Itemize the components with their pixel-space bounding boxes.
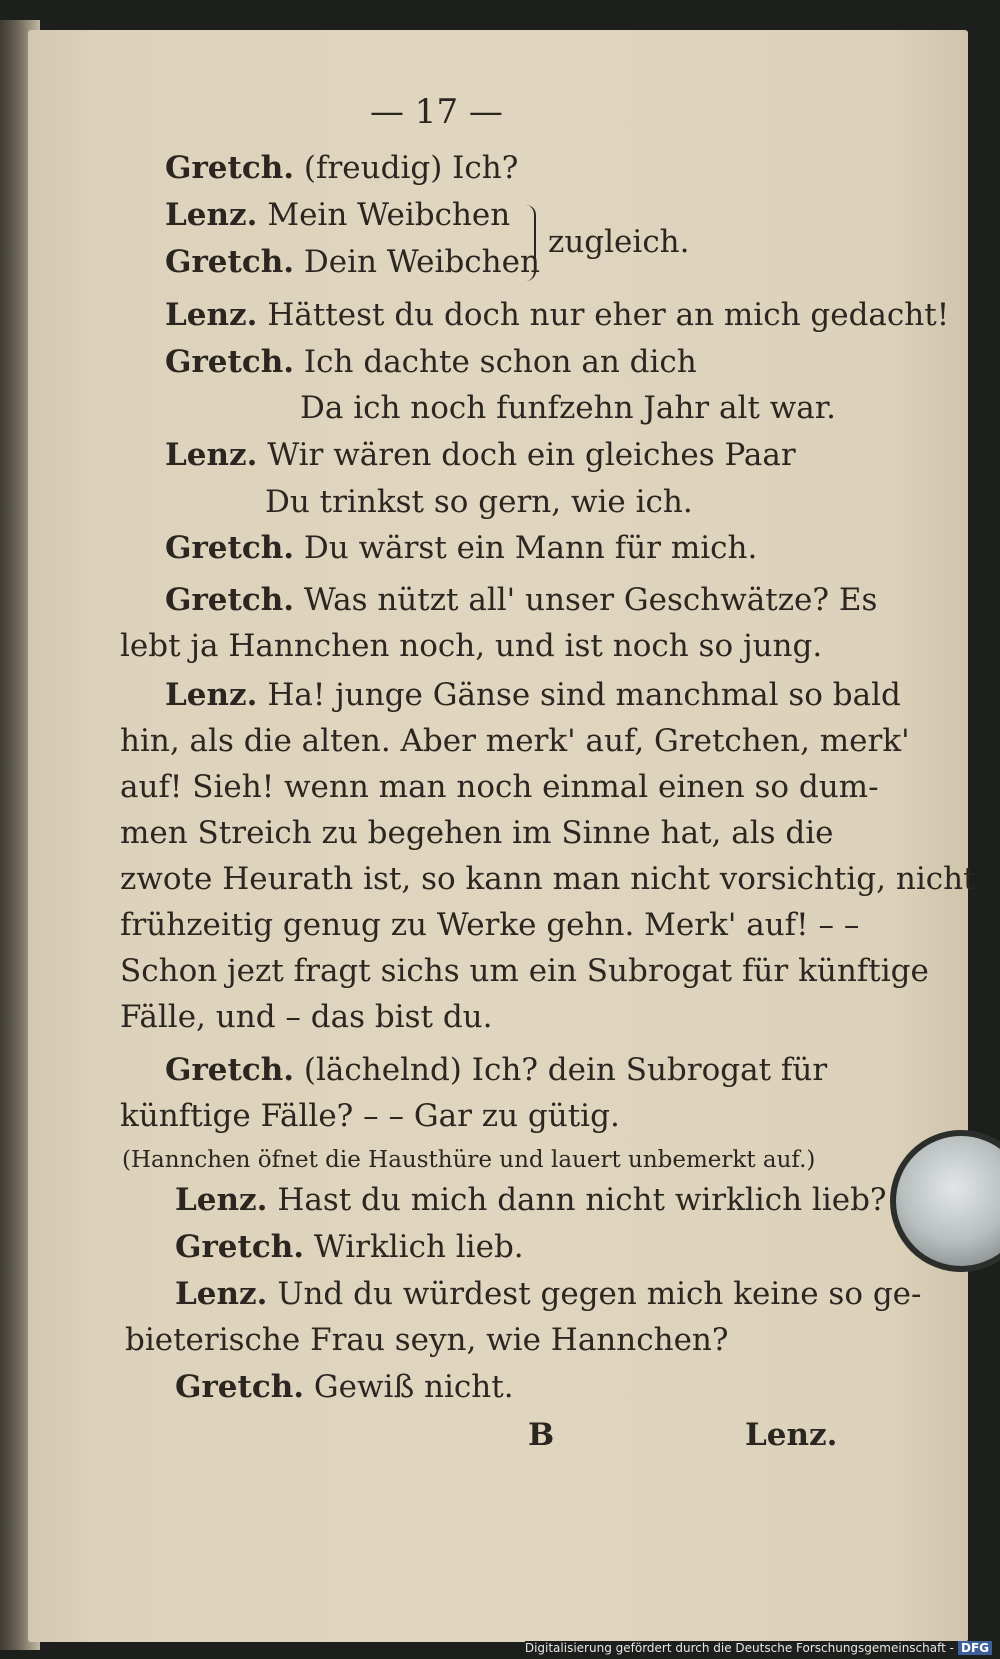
text-line-27 bbox=[175, 1367, 514, 1407]
text-line-8 bbox=[265, 482, 693, 522]
speaker: Lenz. bbox=[165, 677, 258, 713]
text-line-9 bbox=[165, 528, 757, 568]
text-line-2 bbox=[165, 195, 510, 235]
speech: Du trinkst so gern, wie ich. bbox=[265, 484, 693, 520]
speaker: Lenz. bbox=[175, 1182, 268, 1218]
speaker: Lenz. bbox=[175, 1276, 268, 1312]
speech: Da ich noch funfzehn Jahr alt war. bbox=[300, 390, 836, 426]
speech: Gewiß nicht. bbox=[304, 1369, 514, 1405]
speaker: Gretch. bbox=[165, 582, 295, 618]
text-line-18 bbox=[120, 951, 929, 991]
text-line-6 bbox=[300, 388, 836, 428]
text-line-4 bbox=[165, 295, 949, 335]
speaker: Gretch. bbox=[175, 1369, 305, 1405]
speech: Und du würdest gegen mich keine so ge- bbox=[267, 1276, 922, 1312]
signature-mark: B bbox=[528, 1417, 555, 1453]
speech: bieterische Frau seyn, wie Hannchen? bbox=[125, 1322, 729, 1358]
speech: Ha! junge Gänse sind manchmal so bald bbox=[257, 677, 901, 713]
speaker: Gretch. bbox=[175, 1229, 305, 1265]
speech: auf! Sieh! wenn man noch einmal einen so dum- bbox=[120, 769, 879, 805]
text-line-19 bbox=[120, 997, 492, 1037]
page-number: — 17 — bbox=[370, 92, 503, 132]
speech: zwote Heurath ist, so kann man nicht vorsichtig, nicht bbox=[120, 861, 976, 897]
speaker: Gretch. bbox=[165, 150, 295, 186]
text-line-25 bbox=[175, 1274, 922, 1314]
text-line-24 bbox=[175, 1227, 524, 1267]
speech: künftige Fälle? – – Gar zu gütig. bbox=[120, 1098, 620, 1134]
dfg-logo: DFG bbox=[958, 1641, 992, 1655]
speech: Du wärst ein Mann für mich. bbox=[294, 530, 758, 566]
speech: hin, als die alten. Aber merk' auf, Gretchen, merk' bbox=[120, 723, 910, 759]
speaker: Lenz. bbox=[165, 437, 258, 473]
text-line-13 bbox=[120, 721, 910, 761]
speech: Wir wären doch ein gleiches Paar bbox=[257, 437, 796, 473]
text-line-26 bbox=[125, 1320, 729, 1360]
speech: Hättest du doch nur eher an mich gedacht! bbox=[257, 297, 950, 333]
text-line-21 bbox=[120, 1096, 620, 1136]
text-line-16 bbox=[120, 859, 976, 899]
text-line-7 bbox=[165, 435, 796, 475]
text-line-20 bbox=[165, 1050, 827, 1090]
speech: Fälle, und – das bist du. bbox=[120, 999, 493, 1035]
speech: Was nützt all' unser Geschwätze? Es bbox=[294, 582, 878, 618]
speaker: Lenz. bbox=[165, 197, 258, 233]
speech: lebt ja Hannchen noch, und ist noch so jung. bbox=[120, 628, 823, 664]
zugleich-note: zugleich. bbox=[548, 224, 690, 260]
text-line-12 bbox=[165, 675, 901, 715]
speech: frühzeitig genug zu Werke gehn. Merk' auf! – – bbox=[120, 907, 860, 943]
speaker: Lenz. bbox=[165, 297, 258, 333]
speech: Dein Weibchen bbox=[294, 244, 540, 280]
stage-direction bbox=[122, 1140, 815, 1180]
text-line-15 bbox=[120, 813, 834, 853]
speech: (Hannchen öfnet die Hausthüre und lauert unbemerkt auf.) bbox=[122, 1147, 816, 1173]
speech: Hast du mich dann nicht wirklich lieb? bbox=[267, 1182, 887, 1218]
footer-text: Digitalisierung gefördert durch die Deutsche Forschungsgemeinschaft - bbox=[524, 1641, 954, 1655]
speech: (lächelnd) Ich? dein Subrogat für bbox=[294, 1052, 828, 1088]
speech: Wirklich lieb. bbox=[304, 1229, 524, 1265]
speech: Ich dachte schon an dich bbox=[294, 344, 697, 380]
speaker: Gretch. bbox=[165, 1052, 295, 1088]
text-line-11 bbox=[120, 626, 822, 666]
speaker: Gretch. bbox=[165, 244, 295, 280]
text-line-5 bbox=[165, 342, 697, 382]
speech: (freudig) Ich? bbox=[294, 150, 519, 186]
text-line-10 bbox=[165, 580, 877, 620]
text-line-1 bbox=[165, 148, 518, 188]
catchword: Lenz. bbox=[745, 1417, 838, 1453]
brace bbox=[520, 205, 536, 281]
text-line-3 bbox=[165, 242, 540, 282]
speech: Mein Weibchen bbox=[257, 197, 511, 233]
text-line-23 bbox=[175, 1180, 887, 1220]
speech: Schon jezt fragt sichs um ein Subrogat für künftige bbox=[120, 953, 929, 989]
speech: men Streich zu begehen im Sinne hat, als die bbox=[120, 815, 834, 851]
text-line-17 bbox=[120, 905, 859, 945]
speaker: Gretch. bbox=[165, 530, 295, 566]
speaker: Gretch. bbox=[165, 344, 295, 380]
text-line-14 bbox=[120, 767, 879, 807]
digitization-footer bbox=[525, 1641, 992, 1655]
